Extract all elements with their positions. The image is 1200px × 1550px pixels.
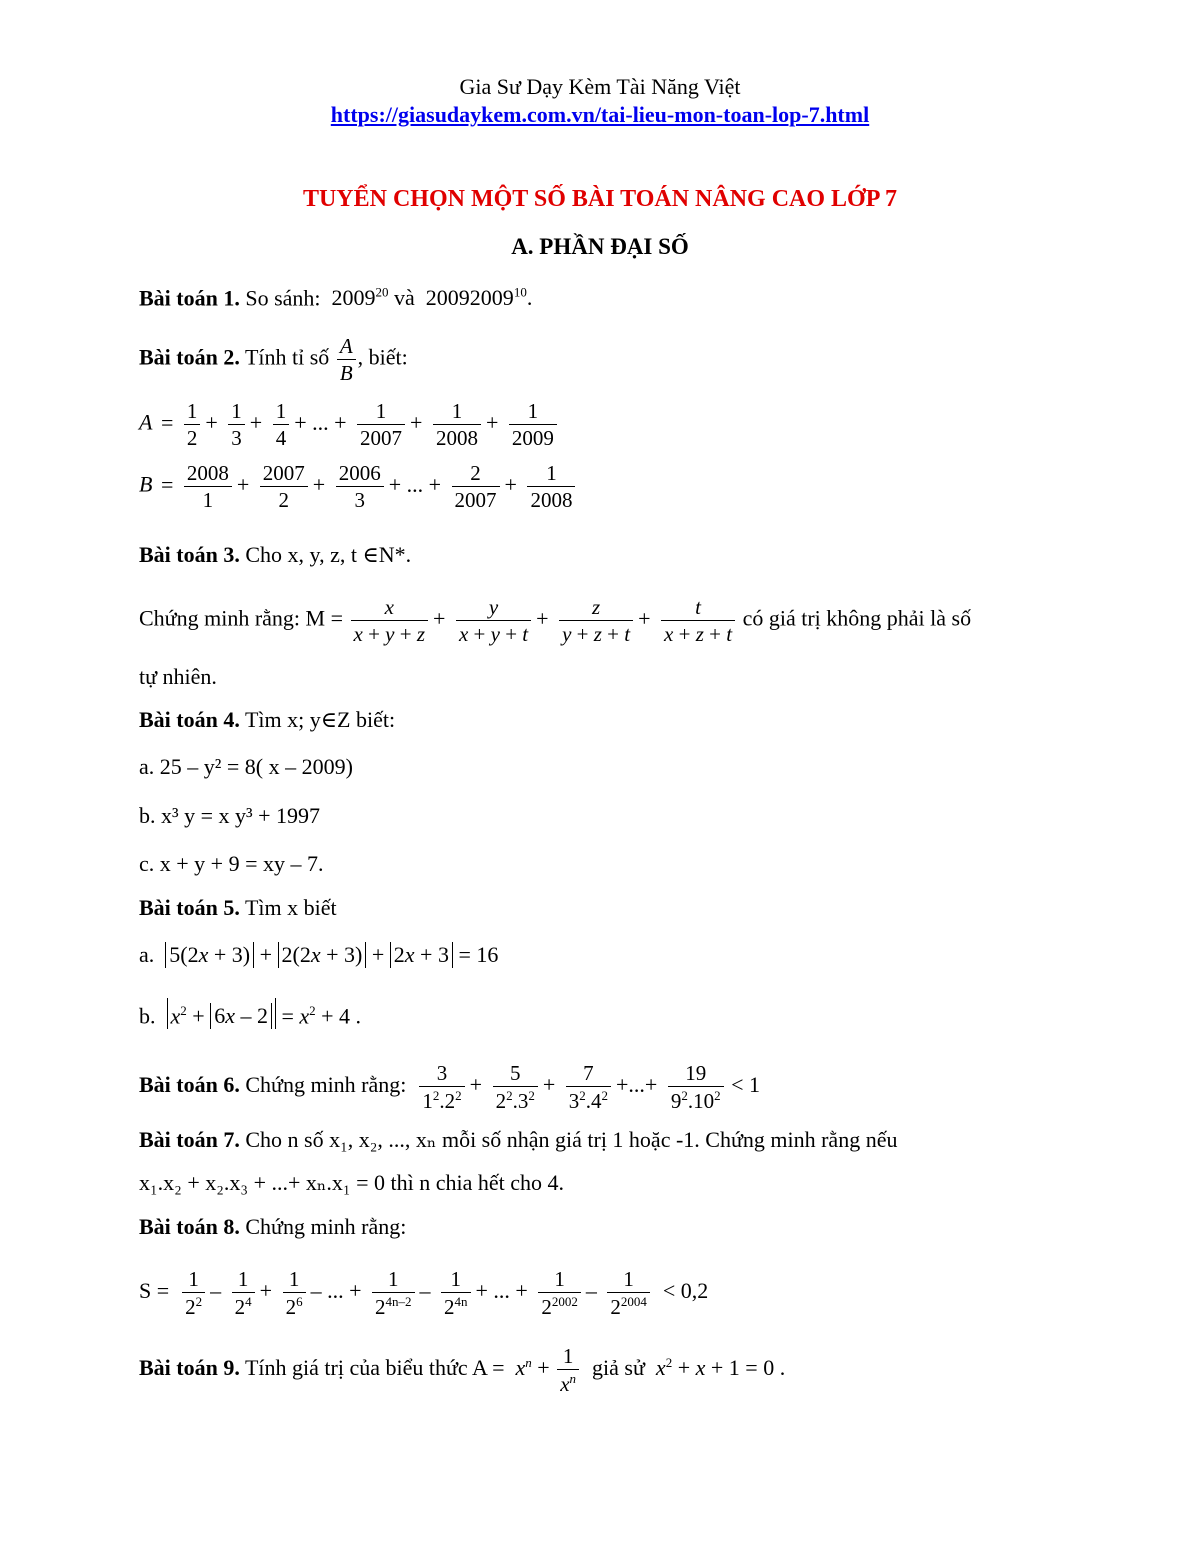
problem-label: Bài toán 3. bbox=[139, 542, 240, 567]
problem-9: Bài toán 9. Tính giá trị của biểu thức $A = x^n$ + $\frac{1}{x^n}$ giả sử $x^2 + x + 1 = 0$ . bbox=[139, 1344, 786, 1397]
fraction-a-over-b: $\frac{A}{B}$ bbox=[337, 335, 356, 384]
problem-text-2: , biết: bbox=[357, 344, 408, 370]
problem-2 bbox=[139, 335, 1070, 384]
problem-label: Bài toán 2. bbox=[139, 344, 240, 370]
problem-text: Cho x, y, z, t ∈N*. bbox=[245, 542, 412, 567]
equation-a: A = $\frac{1}{2}$ + $\frac{1}{3}$ + $\frac{1}{4}$ + ... + $\frac{1}{2007}$ + $\frac{1}{2008}$ + $\frac{1}{2009}$ bbox=[139, 400, 559, 449]
problem-5 bbox=[139, 893, 1070, 923]
problem-label: Bài toán 1. bbox=[139, 285, 240, 311]
problem-6: Bài toán 6. Chứng minh rằng: $\frac{3}{1^2.2^2}$ + $\frac{5}{2^2.3^2}$ + $\frac{7}{3^2.4^2}$ +...+ $\frac{19}{9^2.10^2}$ < 1 bbox=[139, 1061, 760, 1114]
problem-5-b: b. $x^2 + 6x - 2 = x^2 + 4$ . bbox=[139, 996, 1070, 1031]
problem-5-a: a. 5(2x + 3) + 2(2x + 3) + 2x + 3 = 16 bbox=[139, 942, 499, 967]
section-title: A. PHẦN ĐẠI SỐ bbox=[511, 234, 689, 259]
problem-text: So sánh: bbox=[245, 285, 321, 311]
problem-text: Tìm x; y∈Z biết: bbox=[244, 707, 396, 732]
problem-label: Bài toán 5. bbox=[139, 895, 240, 920]
problem-3 bbox=[139, 540, 1070, 570]
problem-7-line-2: x₁.x₂ + x₂.x₃ + ...+ xₙ.x₁ = 0 thì n chia hết cho 4. bbox=[139, 1170, 565, 1195]
equation-b: B = $\frac{2008}{1}$ + $\frac{2007}{2}$ + $\frac{2006}{3}$ + ... + $\frac{2}{2007}$ + $\frac{1}{2008}$ bbox=[139, 462, 577, 511]
problem-4-c: c. x + y + 9 = xy – 7. bbox=[139, 851, 324, 876]
document-title: TUYỂN CHỌN MỘT SỐ BÀI TOÁN NÂNG CAO LỚP 7 bbox=[302, 186, 898, 212]
math-expression: 2009$^{20}$ và 20092009$^{10}$. bbox=[331, 285, 533, 311]
header-url-link[interactable]: https://giasudaykem.com.vn/tai-lieu-mon-toan-lop-7.html bbox=[330, 102, 870, 127]
problem-text: Chứng minh rằng: M = bbox=[139, 605, 343, 631]
problem-text: Chứng minh rằng: bbox=[245, 1214, 407, 1239]
problem-text: Tính giá trị của biểu thức A = bbox=[244, 1355, 505, 1381]
problem-4-a: a. 25 – y² = 8( x – 2009) bbox=[139, 754, 353, 779]
problem-8 bbox=[139, 1212, 1070, 1242]
problem-text-2: giả sử bbox=[592, 1355, 645, 1381]
problem-text: Chứng minh rằng: bbox=[245, 1072, 407, 1098]
problem-8-sum: S = $\frac{1}{2^2}$ – $\frac{1}{2^4}$ + $\frac{1}{2^6}$ – ... + $\frac{1}{2^{4n-2}}$ – $\frac{1}{2^{4n}}$ + ... + $\frac{1}{2^{2002}}$ – $\frac{1}{2^{2004}}$ < 0,2 bbox=[139, 1267, 709, 1320]
problem-label: Bài toán 9. bbox=[139, 1355, 240, 1381]
problem-3-line-2: Chứng minh rằng: M = $\frac{x}{x + y + z}$ + $\frac{y}{x + y + t}$ + $\frac{z}{y + z + t}$ + $\frac{t}{x + z + t}$ có giá trị không phải là số bbox=[139, 595, 972, 647]
problem-4 bbox=[139, 705, 1070, 735]
problem-7 bbox=[139, 1125, 1070, 1155]
problem-4-b: b. x³ y = x y³ + 1997 bbox=[139, 803, 321, 828]
header-site-name: Gia Sư Dạy Kèm Tài Năng Việt bbox=[459, 74, 741, 99]
problem-label: Bài toán 7. bbox=[139, 1127, 240, 1152]
problem-text: Tính tỉ số bbox=[244, 344, 330, 370]
problem-label: Bài toán 4. bbox=[139, 707, 240, 732]
problem-label: Bài toán 8. bbox=[139, 1214, 240, 1239]
problem-3-line-3: tự nhiên. bbox=[139, 664, 217, 689]
problem-label: Bài toán 6. bbox=[139, 1072, 240, 1098]
problem-text: có giá trị không phải là số bbox=[742, 605, 972, 631]
problem-1 bbox=[139, 278, 1070, 313]
problem-text: Cho n số x₁, x₂, ..., xₙ mỗi số nhận giá trị 1 hoặc -1. Chứng minh rằng nếu bbox=[245, 1127, 898, 1152]
problem-text: Tìm x biết bbox=[244, 895, 337, 920]
